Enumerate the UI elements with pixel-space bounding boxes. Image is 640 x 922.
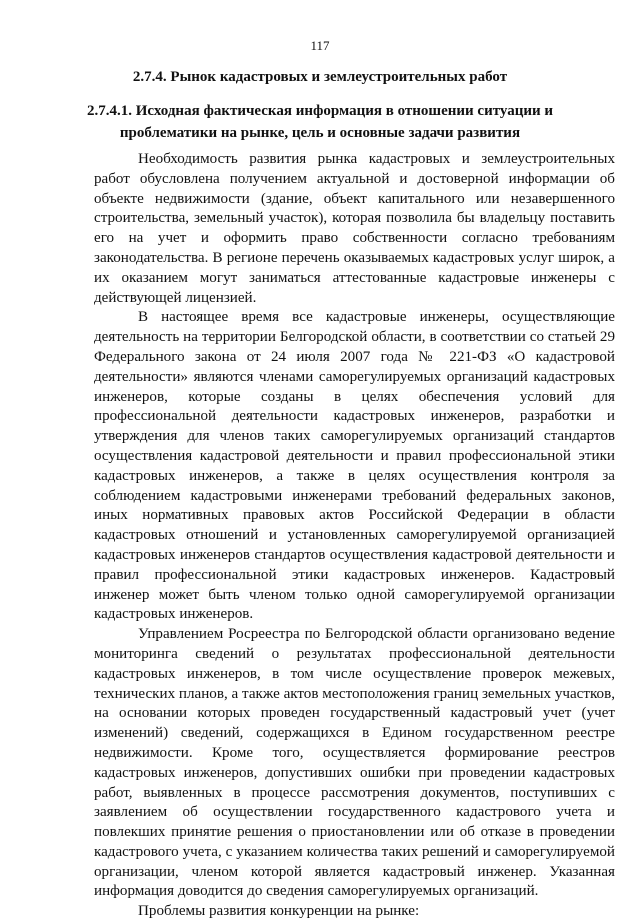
- paragraph-cadastral-engineers: В настоящее время все кадастровые инженеры, осуществляющие деятельность на территории Белгородской области, в соответствии со статьей 29 Федерального закона от 24 июля 2007 года № 221-ФЗ «О кадастровой деятельности» являются членами саморегулируемых организаций кадастровых инженеров, которые созданы в целях обеспечения условий для профессиональной деятельности кадастровых инженеров, разработки и утверждения для членов таких саморегулируемых организаций стандартов осуществления кадастровой деятельности и правил профессиональной этики кадастровых инженеров, а также в целях осуществления контроля за соблюдением кадастровыми инженерами требований федеральных законов, иных нормативных правовых актов Российской Федерации в области кадастровых отношений и установленных саморегулируемой организацией кадастровых инженеров стандартов осуществления кадастровой деятельности и правил профессиональной этики кадастровых инженеров. Кадастровый инженер может быть членом только одной саморегулируемой организации кадастровых инженеров.: [94, 309, 615, 623]
- section-title: 2.7.4. Рынок кадастровых и землеустроительных работ: [132, 69, 508, 85]
- document-body: [94, 150, 615, 922]
- page-number: 117: [310, 38, 330, 53]
- subsection-title: [0, 100, 640, 144]
- paragraph-rosreestr-monitoring: Управлением Росреестра по Белгородской области организовано ведение мониторинга сведений о результатах профессиональной деятельности кадастровых инженеров, в том числе осуществление проверок межевых, технических планов, а также актов местоположения границ земельных участков, на основании которых проведен государственный кадастровый учет (учет изменений) сведений, содержащихся в Едином государственном реестре недвижимости. Кроме того, осуществляется формирование реестров кадастровых инженеров, допустивших ошибки при проведении кадастровых работ, выявленных в процессе рассмотрения документов, поступивших с заявлением об осуществлении государственного кадастрового учета и повлекших принятие решения о приостановлении или об отказе в проведении кадастрового учета, с указанием количества таких решений и саморегулируемой организации, членом которой является кадастровый инженер. Указанная информация доводится до сведения саморегулируемых организаций.: [94, 626, 615, 900]
- paragraph-intro: Необходимость развития рынка кадастровых и землеустроительных работ обусловлена получением актуальной и достоверной информации об объекте недвижимости (здание, объект капитального или незавершенного строительства, земельный участок), которая позволила бы владельцу поставить его на учет и оформить право собственности согласно требованиям законодательства. В регионе перечень оказываемых кадастровых услуг широк, а их оказанием могут заниматься аттестованные кадастровые инженеры с действующей лицензией.: [94, 151, 615, 306]
- subsection-title-text: 2.7.4.1. Исходная фактическая информация в отношении ситуации и проблематики на рынке, цель и основные задачи развития: [86, 103, 554, 141]
- paragraph-competition-problems: Проблемы развития конкуренции на рынке:: [138, 903, 420, 920]
